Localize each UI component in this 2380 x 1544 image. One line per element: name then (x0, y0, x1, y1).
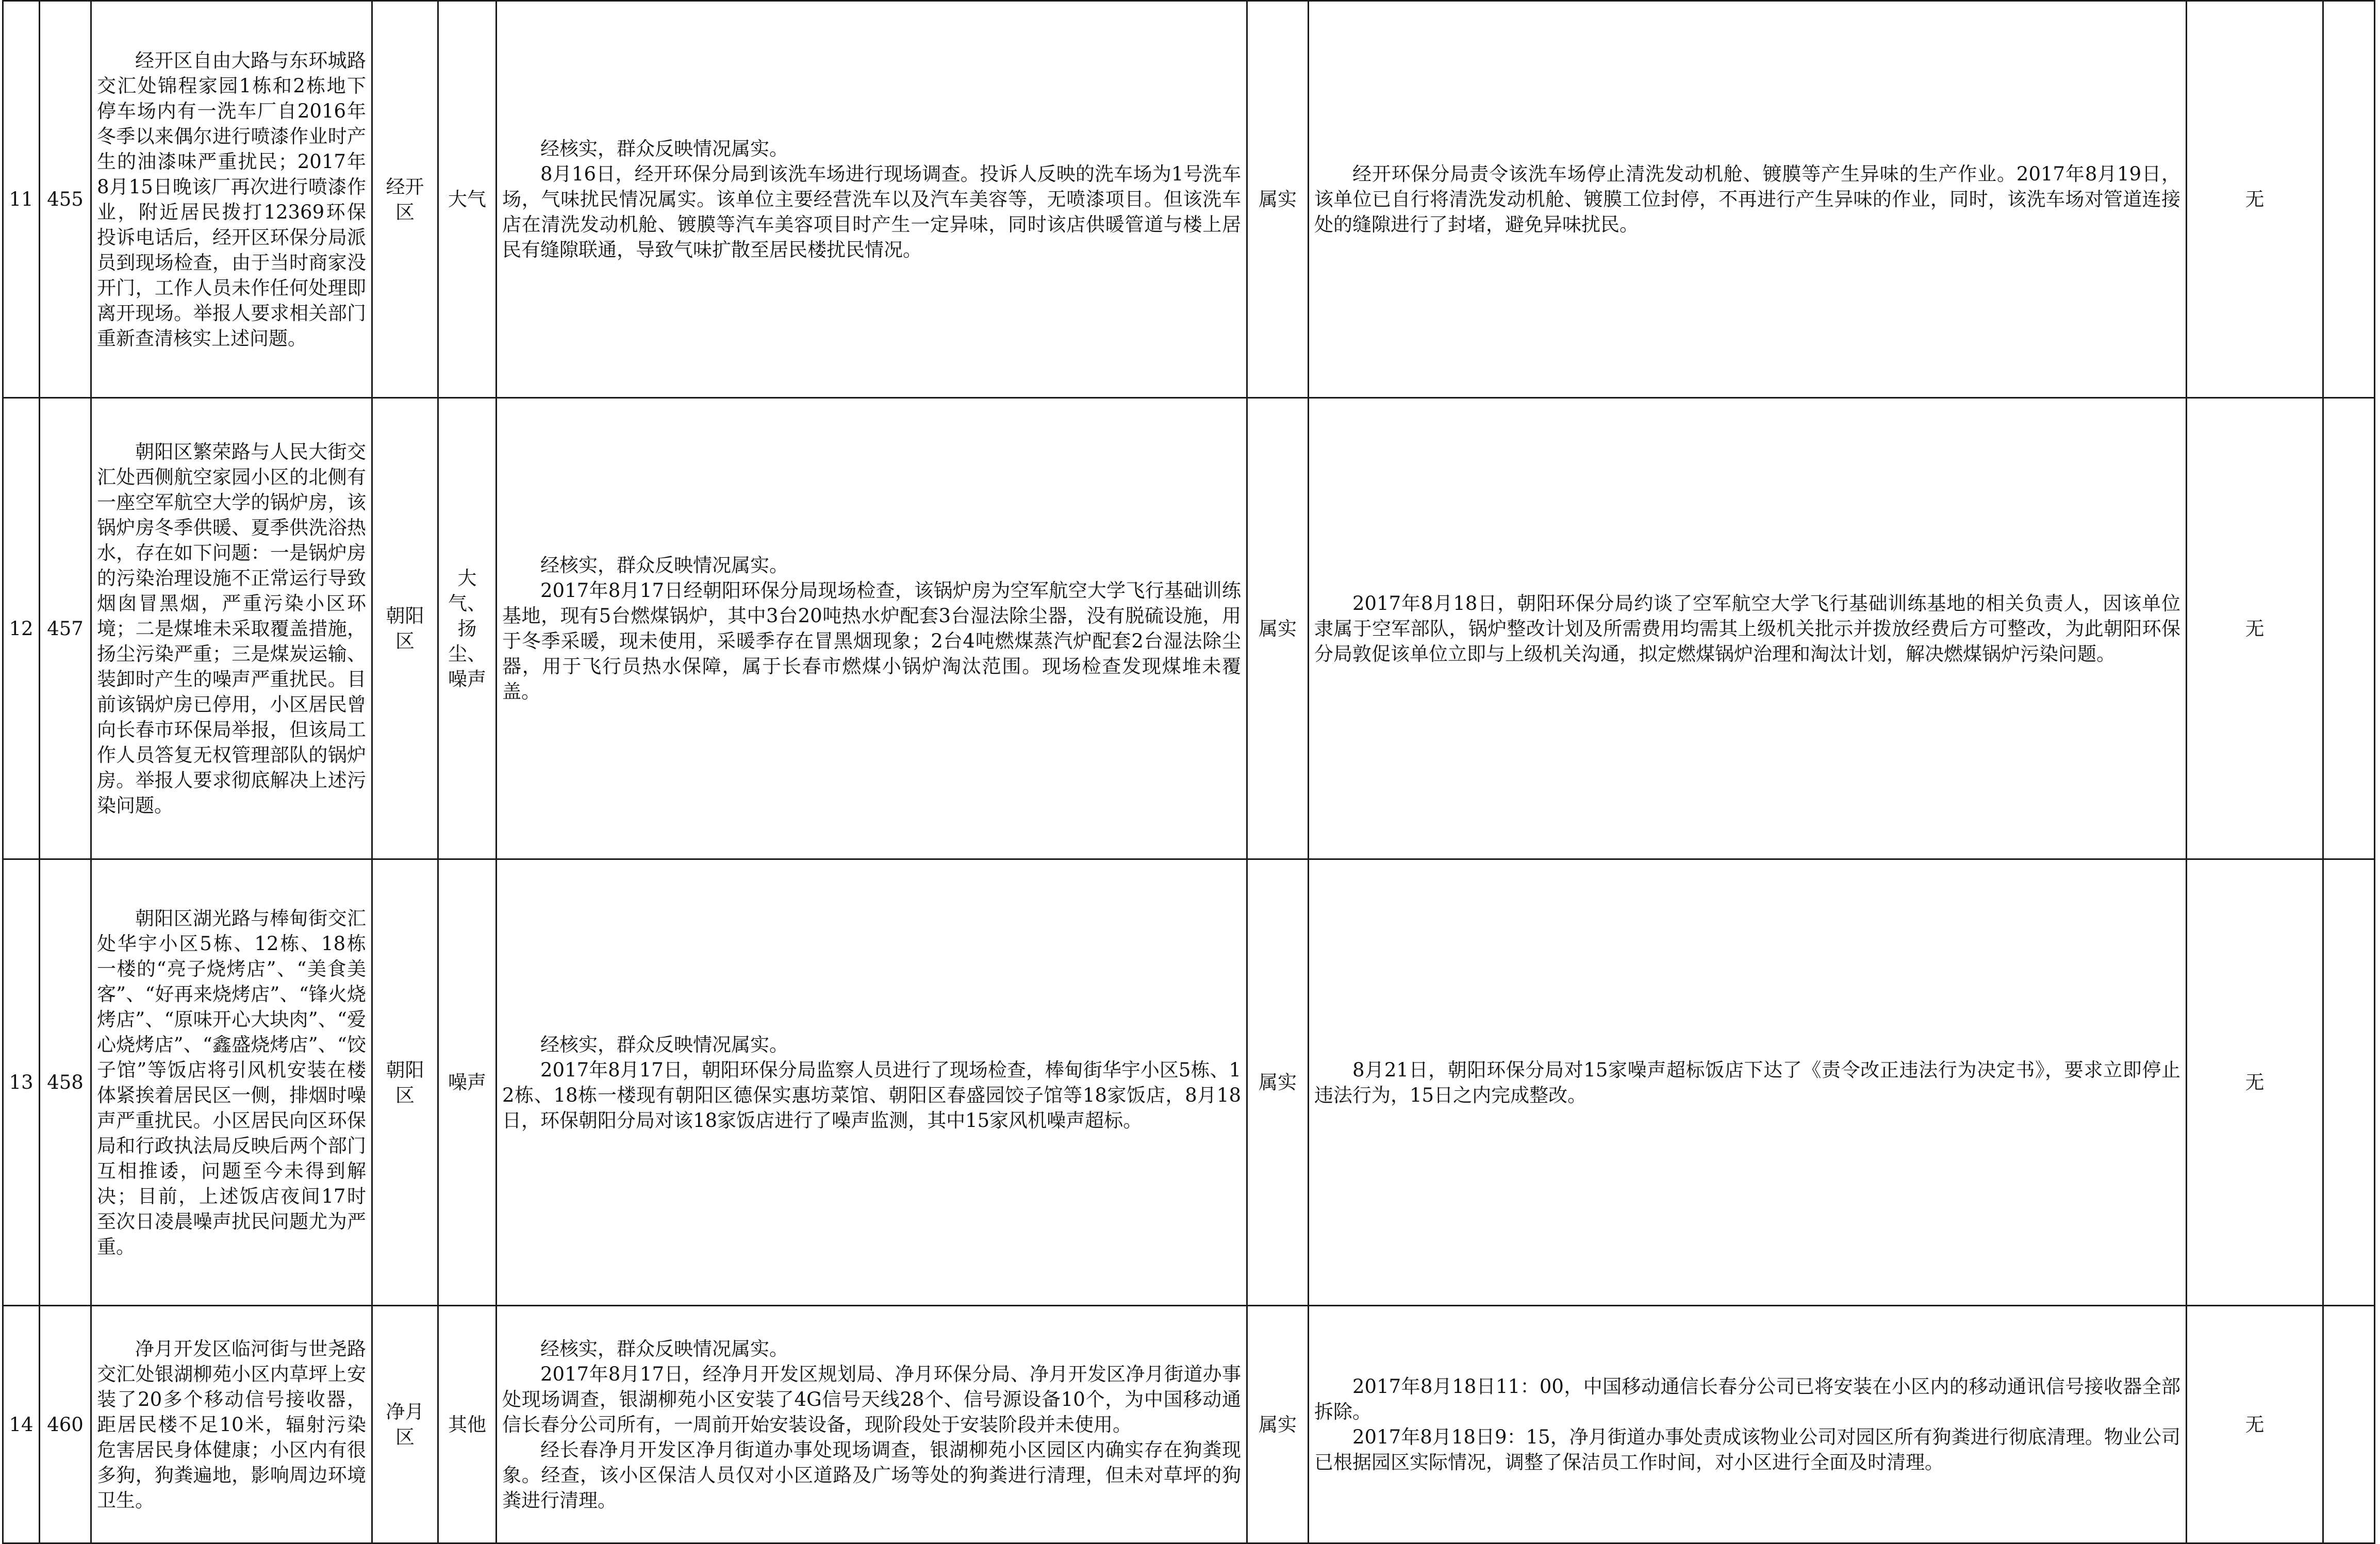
finding-paragraph: 经长春净月开发区净月街道办事处现场调查，银湖柳苑小区园区内确实存在狗粪现象。经查，该小区保洁人员仅对小区道路及广场等处的狗粪进行清理，但未对草坪的狗粪进行清理。 (502, 1438, 1241, 1512)
district-cell: 朝阳区 (372, 398, 438, 859)
row-index: 14 (3, 1306, 40, 1543)
verdict-cell: 属实 (1247, 1306, 1309, 1543)
description-text: 朝阳区繁荣路与人民大街交汇处西侧航空家园小区的北侧有一座空军航空大学的锅炉房，该锅炉房冬季供暖、夏季供洗浴热水，存在如下问题：一是锅炉房的污染治理设施不正常运行导致烟囱冒黑烟，严重污染小区环境；二是煤堆未采取覆盖措施，扬尘污染严重；三是煤炭运输、装卸时产生的噪声严重扰民。目前该锅炉房已停用，小区居民曾向长春市环保局举报，但该局工作人员答复无权管理部队的锅炉房。举报人要求彻底解决上述污染问题。 (97, 440, 366, 817)
accountability-cell: 无 (2187, 1306, 2323, 1543)
result-paragraph: 2017年8月18日11：00，中国移动通信长春分公司已将安装在小区内的移动通讯信号接收器全部拆除。 (1314, 1375, 2180, 1423)
handling-result (1309, 1306, 2187, 1543)
district-cell: 净月区 (372, 1306, 438, 1543)
blank-cell (2323, 1, 2375, 398)
complaint-description (91, 398, 372, 859)
finding-paragraph: 经核实，群众反映情况属实。 (540, 138, 788, 160)
accountability-cell: 无 (2187, 398, 2323, 859)
complaint-description (91, 1306, 372, 1543)
district-cell: 经开区 (372, 1, 438, 398)
accountability-cell: 无 (2187, 1, 2323, 398)
verdict-cell: 属实 (1247, 1, 1309, 398)
row-index: 12 (3, 398, 40, 859)
complaint-number: 455 (40, 1, 91, 398)
investigation-finding (497, 859, 1247, 1306)
table-row (3, 398, 2375, 859)
table-row (3, 1, 2375, 398)
handling-result (1309, 398, 2187, 859)
description-text: 经开区自由大路与东环城路交汇处锦程家园1栋和2栋地下停车场内有一洗车厂自2016年冬季以来偶尔进行喷漆作业时产生的油漆味严重扰民；2017年8月15日晚该厂再次进行喷漆作业，附近居民拨打12369环保投诉电话后，经开区环保分局派员到现场检查，由于当时商家没开门，工作人员未作任何处理即离开现场。举报人要求相关部门重新查清核实上述问题。 (97, 49, 366, 350)
investigation-finding (497, 398, 1247, 859)
pollution-type-cell: 大气 (438, 1, 497, 398)
blank-cell (2323, 1306, 2375, 1543)
result-paragraph: 2017年8月18日，朝阳环保分局约谈了空军航空大学飞行基础训练基地的相关负责人，因该单位隶属于空军部队，锅炉整改计划及所需费用均需其上级机关批示并拨放经费后方可整改，为此朝阳环保分局敦促该单位立即与上级机关沟通，拟定燃煤锅炉治理和淘汰计划，解决燃煤锅炉污染问题。 (1314, 592, 2180, 665)
row-index: 13 (3, 859, 40, 1306)
finding-paragraph: 2017年8月17日，经净月开发区规划局、净月环保分局、净月开发区净月街道办事处现场调查，银湖柳苑小区安装了4G信号天线28个、信号源设备10个，为中国移动通信长春分公司所有，一周前开始安装设备，现阶段处于安装阶段并未使用。 (502, 1363, 1241, 1436)
description-text: 净月开发区临河街与世尧路交汇处银湖柳苑小区内草坪上安装了20多个移动信号接收器，距居民楼不足10米，辐射污染危害居民身体健康；小区内有很多狗，狗粪遍地，影响周边环境卫生。 (97, 1337, 366, 1512)
blank-cell (2323, 398, 2375, 859)
finding-paragraph: 8月16日，经开环保分局到该洗车场进行现场调查。投诉人反映的洗车场为1号洗车场，气味扰民情况属实。该单位主要经营洗车以及汽车美容等，无喷漆项目。但该洗车店在清洗发动机舱、镀膜等汽车美容项目时产生一定异味，同时该店供暖管道与楼上居民有缝隙联通，导致气味扩散至居民楼扰民情况。 (502, 163, 1241, 261)
blank-cell (2323, 859, 2375, 1306)
finding-paragraph: 2017年8月17日经朝阳环保分局现场检查，该锅炉房为空军航空大学飞行基础训练基地，现有5台燃煤锅炉，其中3台20吨热水炉配套3台湿法除尘器，没有脱硫设施，用于冬季采暖，现未使用，采暖季存在冒黑烟现象；2台4吨燃煤蒸汽炉配套2台湿法除尘器，用于飞行员热水保障，属于长春市燃煤小锅炉淘汰范围。现场检查发现煤堆未覆盖。 (502, 579, 1241, 703)
pollution-type-cell: 大气、扬尘、噪声 (438, 398, 497, 859)
accountability-cell: 无 (2187, 859, 2323, 1306)
row-index: 11 (3, 1, 40, 398)
table-body (3, 1, 2375, 1543)
investigation-finding (497, 1, 1247, 398)
complaint-description (91, 1, 372, 398)
finding-paragraph: 经核实，群众反映情况属实。 (540, 1033, 788, 1056)
result-paragraph: 2017年8月18日9：15，净月街道办事处责成该物业公司对园区所有狗粪进行彻底清理。物业公司已根据园区实际情况，调整了保洁员工作时间，对小区进行全面及时清理。 (1314, 1426, 2180, 1473)
table-row (3, 859, 2375, 1306)
complaint-number: 457 (40, 398, 91, 859)
complaint-description (91, 859, 372, 1306)
complaint-number: 458 (40, 859, 91, 1306)
result-paragraph: 经开环保分局责令该洗车场停止清洗发动机舱、镀膜等产生异味的生产作业。2017年8月19日，该单位已自行将清洗发动机舱、镀膜工位封停，不再进行产生异味的作业，同时，该洗车场对管道连接处的缝隙进行了封堵，避免异味扰民。 (1314, 163, 2180, 236)
district-cell: 朝阳区 (372, 859, 438, 1306)
finding-paragraph: 经核实，群众反映情况属实。 (540, 554, 788, 576)
result-paragraph: 8月21日，朝阳环保分局对15家噪声超标饭店下达了《责令改正违法行为决定书》，要求立即停止违法行为，15日之内完成整改。 (1314, 1058, 2180, 1106)
table-row (3, 1306, 2375, 1543)
finding-paragraph: 2017年8月17日，朝阳环保分局监察人员进行了现场检查，棒甸街华宇小区5栋、12栋、18栋一楼现有朝阳区德保实惠坊菜馆、朝阳区春盛园饺子馆等18家饭店，8月18日，环保朝阳分局对该18家饭店进行了噪声监测，其中15家风机噪声超标。 (502, 1058, 1241, 1132)
finding-paragraph: 经核实，群众反映情况属实。 (540, 1337, 788, 1360)
pollution-type-cell: 其他 (438, 1306, 497, 1543)
complaint-table (2, 0, 2375, 1544)
complaint-number: 460 (40, 1306, 91, 1543)
handling-result (1309, 859, 2187, 1306)
pollution-type-cell: 噪声 (438, 859, 497, 1306)
verdict-cell: 属实 (1247, 859, 1309, 1306)
handling-result (1309, 1, 2187, 398)
investigation-finding (497, 1306, 1247, 1543)
description-text: 朝阳区湖光路与棒甸街交汇处华宇小区5栋、12栋、18栋一楼的“亮子烧烤店”、“美食美客”、“好再来烧烤店”、“锋火烧烤店”、“原味开心大块肉”、“爱心烧烤店”、“鑫盛烧烤店”、“饺子馆”等饭店将引风机安装在楼体紧挨着居民区一侧，排烟时噪声严重扰民。小区居民向区环保局和行政执法局反映后两个部门互相推诿，问题至今未得到解决；目前，上述饭店夜间17时至次日凌晨噪声扰民问题尤为严重。 (97, 907, 366, 1258)
verdict-cell: 属实 (1247, 398, 1309, 859)
